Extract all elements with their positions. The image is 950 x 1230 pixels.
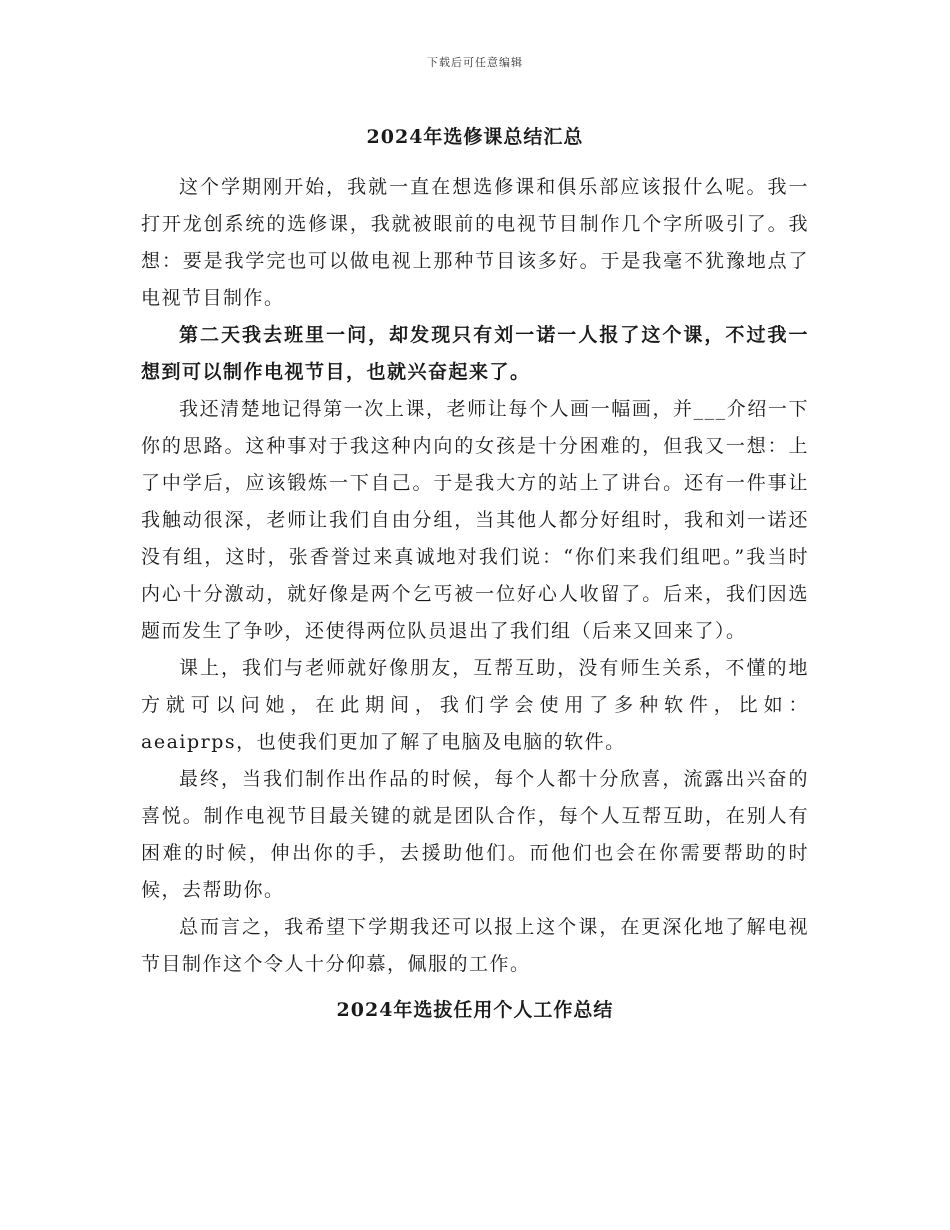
paragraph: 这个学期刚开始，我就一直在想选修课和俱乐部应该报什么呢。我一打开龙创系统的选修课，我就被眼前的电视节目制作几个字所吸引了。我想：要是我学完也可以做电视上那种节目该多好。于是我毫不犹豫地点了电视节目制作。 xyxy=(141,176,809,309)
document-title: 2024年选修课总结汇总 xyxy=(366,126,584,148)
paragraph: 我还清楚地记得第一次上课，老师让每个人画一幅画，并___介绍一下你的思路。这种事对于我这种内向的女孩是十分困难的，但我又一想：上了中学后，应该锻炼一下自己。于是我大方的站上了讲台。还有一件事让我触动很深，老师让我们自由分组，当其他人都分好组时，我和刘一诺还没有组，这时，张香誉过来真诚地对我们说：“你们来我们组吧。”我当时内心十分激动，就好像是两个乞丐被一位好心人收留了。后来，我们因选题而发生了争吵，还使得两位队员退出了我们组（后来又回来了）。 xyxy=(141,398,809,642)
paragraph: 总而言之，我希望下学期我还可以报上这个课，在更深化地了解电视节目制作这个令人十分仰慕，佩服的工作。 xyxy=(141,916,809,975)
paragraph-bold: 第二天我去班里一问，却发现只有刘一诺一人报了这个课，不过我一想到可以制作电视节目，也就兴奋起来了。 xyxy=(141,324,809,383)
next-section-title: 2024年选拔任用个人工作总结 xyxy=(336,999,614,1021)
paragraph: 最终，当我们制作出作品的时候，每个人都十分欣喜，流露出兴奋的喜悦。制作电视节目最关键的就是团队合作，每个人互帮互助，在别人有困难的时候，伸出你的手，去援助他们。而他们也会在你需要帮助的时候，去帮助你。 xyxy=(141,768,809,901)
document-body xyxy=(141,122,809,1022)
paragraph: 课上，我们与老师就好像朋友，互帮互助，没有师生关系，不懂的地方就可以问她，在此期间，我们学会使用了多种软件，比如：aeaiprps，也使我们更加了解了电脑及电脑的软件。 xyxy=(141,657,809,753)
header-note: 下载后可任意编辑 xyxy=(427,56,523,69)
